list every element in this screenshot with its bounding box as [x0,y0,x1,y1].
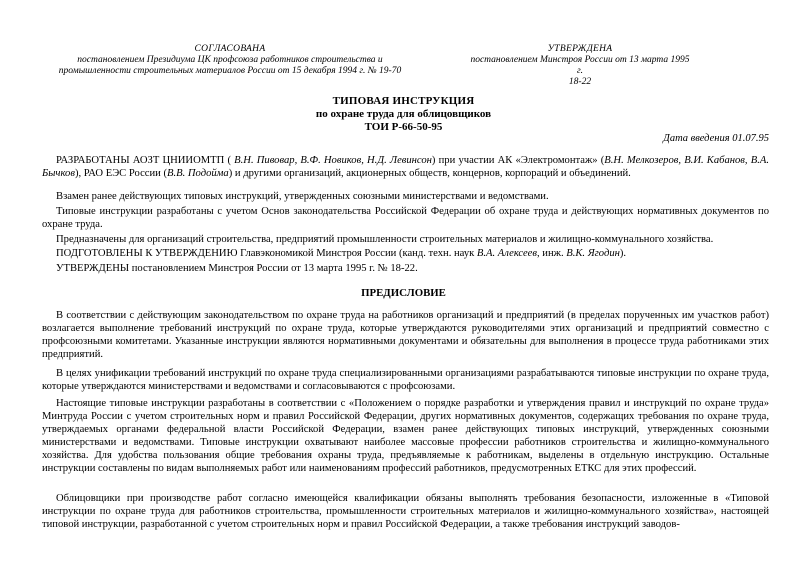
developed-text-2: ) при участии АК «Электромонтаж» ( [431,155,605,166]
preface-paragraph-4: Облицовщики при производстве работ согласно имеющейся квалификации обязаны выполнять требования безопасности, изложенные в «Типовой инструкции по охране труда для работников строительства, промышленности строительных материалов и жилищно-коммунального хозяйства», настоящей типовой инструкции, разработанной с учетом строительных норм и правил Российской Федерации, а также требования инструкций заводов- [42,493,769,530]
approved-caption: УТВЕРЖДЕНА [547,44,613,54]
intro-replace: Взамен ранее действующих типовых инструкций, утвержденных союзными министерствами и ведомствами. [56,191,549,202]
intro-developed [42,154,769,180]
developed-authors-3: В.В. Подойма [167,168,229,179]
intro-intended: Предназначены для организаций строительства, предприятий промышленности строительных материалов и жилищно-коммунального хозяйства. [56,234,714,245]
preface-paragraph-1: В соответствии с действующим законодательством по охране труда на работников организаций и предприятий (в пределах порученных им участков работ) возлагается выполнение требований инструкций по охране труда, которые утверждаются руководителями этих организаций и предприятий совместно с профсоюзными комитетами. Указанные инструкции являются нормативными документами и обязательны для выполнения в процессе труда работниками этих предприятий. [42,310,769,360]
approval-block-approved [470,44,690,88]
agreed-caption: СОГЛАСОВАНА [194,44,266,54]
agreed-line-2: промышленности строительных материалов России от 15 декабря 1994 г. № 19-70 [58,66,402,76]
developed-text-1: РАЗРАБОТАНЫ АОЗТ ЦНИИОМТП ( [56,155,235,166]
prepared-text-2: , инж. [536,248,567,259]
intro-basis: Типовые инструкции разработаны с учетом Основ законодательства Российской Федерации об охране труда и действующих нормативных документов по охране труда. [42,206,769,230]
developed-authors-1: В.Н. Пивовар, В.Ф. Новиков, Н.Д. Левинсон [234,155,432,166]
document-subtitle: по охране труда для облицовщиков [315,108,492,120]
developed-text-3: ), РАО ЕЭС России ( [74,168,168,179]
approved-line-2: 18-22 [568,77,592,87]
prepared-text-1: ПОДГОТОВЛЕНЫ К УТВЕРЖДЕНИЮ Главэкономикой Минстроя России (канд. техн. наук [56,248,477,259]
document-code: ТОИ Р-66-50-95 [364,121,443,133]
developed-authors-2: В.Н. Мелкозеров, В.И. Кабанов, В.А. Бычков [42,155,769,179]
prepared-author-1: В.А. Алексеев [476,248,537,259]
prepared-author-2: В.К. Ягодин [566,248,620,259]
intro-prepared [42,247,769,260]
document-title: ТИПОВАЯ ИНСТРУКЦИЯ [332,95,475,107]
approved-line-1: постановлением Минстроя России от 13 марта 1995 г. [470,55,690,76]
agreed-line-1: постановлением Президиума ЦК профсоюза работников строительства и [77,55,383,65]
date-introduced: Дата введения 01.07.95 [663,133,769,144]
prepared-text-3: ). [619,248,627,259]
preface-paragraph-3: Настоящие типовые инструкции разработаны в соответствии с «Положением о порядке разработки и утверждения правил и инструкций по охране труда» Минтруда России с учетом строительных норм и правил Российской Федерации, других нормативных документов, содержащих требования по охране труда, утверждаемых органами федеральной власти Российской Федерации, взамен ранее действующих типовых инструкций, утвержденных союзными министерствами и ведомствами. Типовые инструкции охватывают наиболее массовые профессии работников строительства и жилищно-коммунального хозяйства. Для удобства пользования общие требования охраны труда, предъявляемые к работникам, выделены в отдельную инструкцию. Остальные инструкции составлены по видам выполняемых работ или наименованиям профессий работников, предусмотренных ЕТКС для этих профессий. [42,398,769,474]
preface-heading: ПРЕДИСЛОВИЕ [361,287,446,299]
approval-block-agreed [40,44,420,77]
preface-paragraph-2: В целях унификации требований инструкций по охране труда специализированными организациями разрабатываются типовые инструкции по охране труда, которые утверждаются министерствами и ведомствами и согласовываются с профсоюзами. [42,368,769,392]
intro-approved: УТВЕРЖДЕНЫ постановлением Минстроя России от 13 марта 1995 г. № 18-22. [56,263,418,274]
developed-text-4: ) и другими организаций, акционерных обществ, концернов, корпораций и объединений. [228,168,631,179]
